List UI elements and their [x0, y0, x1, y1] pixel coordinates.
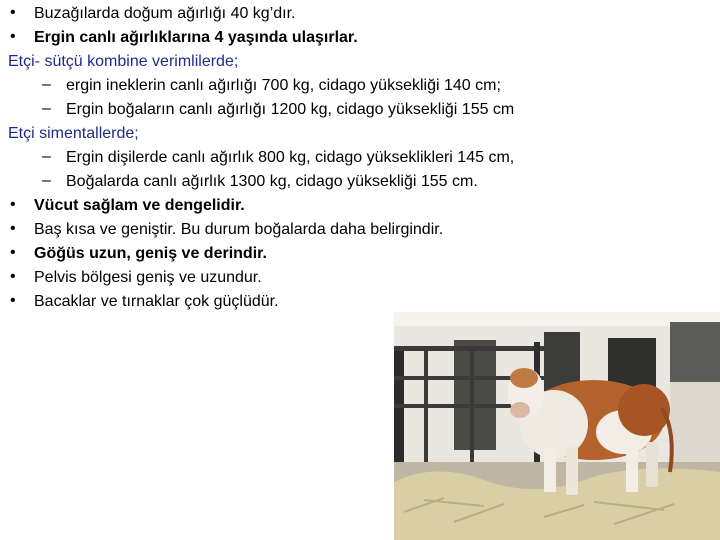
dash-marker: – — [42, 172, 51, 189]
bullet-marker: • — [10, 28, 16, 45]
section-heading-combined: Etçi- sütçü kombine verimlilerde; — [8, 53, 239, 70]
bullet-marker: • — [10, 196, 16, 213]
text-line-adult-weight: Ergin canlı ağırlıklarına 4 yaşında ulaşırlar. — [34, 29, 358, 46]
dash-marker: – — [42, 148, 51, 165]
bull-photo-illustration — [394, 312, 720, 540]
text-line-bulls-beef: Boğalarda canlı ağırlık 1300 kg, cidago yüksekliği 155 cm. — [66, 173, 478, 190]
bullet-marker: • — [10, 268, 16, 285]
text-line-body: Vücut sağlam ve dengelidir. — [34, 197, 245, 214]
text-line-chest: Göğüs uzun, geniş ve derindir. — [34, 245, 267, 262]
bullet-marker: • — [10, 220, 16, 237]
text-line-bulls: Ergin boğaların canlı ağırlığı 1200 kg, cidago yüksekliği 155 cm — [66, 101, 515, 118]
simmental-bull-photo — [394, 312, 720, 540]
bullet-marker: • — [10, 244, 16, 261]
text-line-birth-weight: Buzağılarda doğum ağırlığı 40 kg’dır. — [34, 5, 296, 22]
section-heading-beef: Etçi simentallerde; — [8, 125, 139, 142]
bullet-marker: • — [10, 4, 16, 21]
text-line-cows: ergin ineklerin canlı ağırlığı 700 kg, cidago yüksekliği 140 cm; — [66, 77, 501, 94]
text-line-pelvis: Pelvis bölgesi geniş ve uzundur. — [34, 269, 262, 286]
text-line-females: Ergin dişilerde canlı ağırlık 800 kg, cidago yükseklikleri 145 cm, — [66, 149, 515, 166]
bullet-marker: • — [10, 292, 16, 309]
dash-marker: – — [42, 76, 51, 93]
text-line-head: Baş kısa ve geniştir. Bu durum boğalarda daha belirgindir. — [34, 221, 444, 238]
dash-marker: – — [42, 100, 51, 117]
text-line-legs: Bacaklar ve tırnaklar çok güçlüdür. — [34, 293, 279, 310]
